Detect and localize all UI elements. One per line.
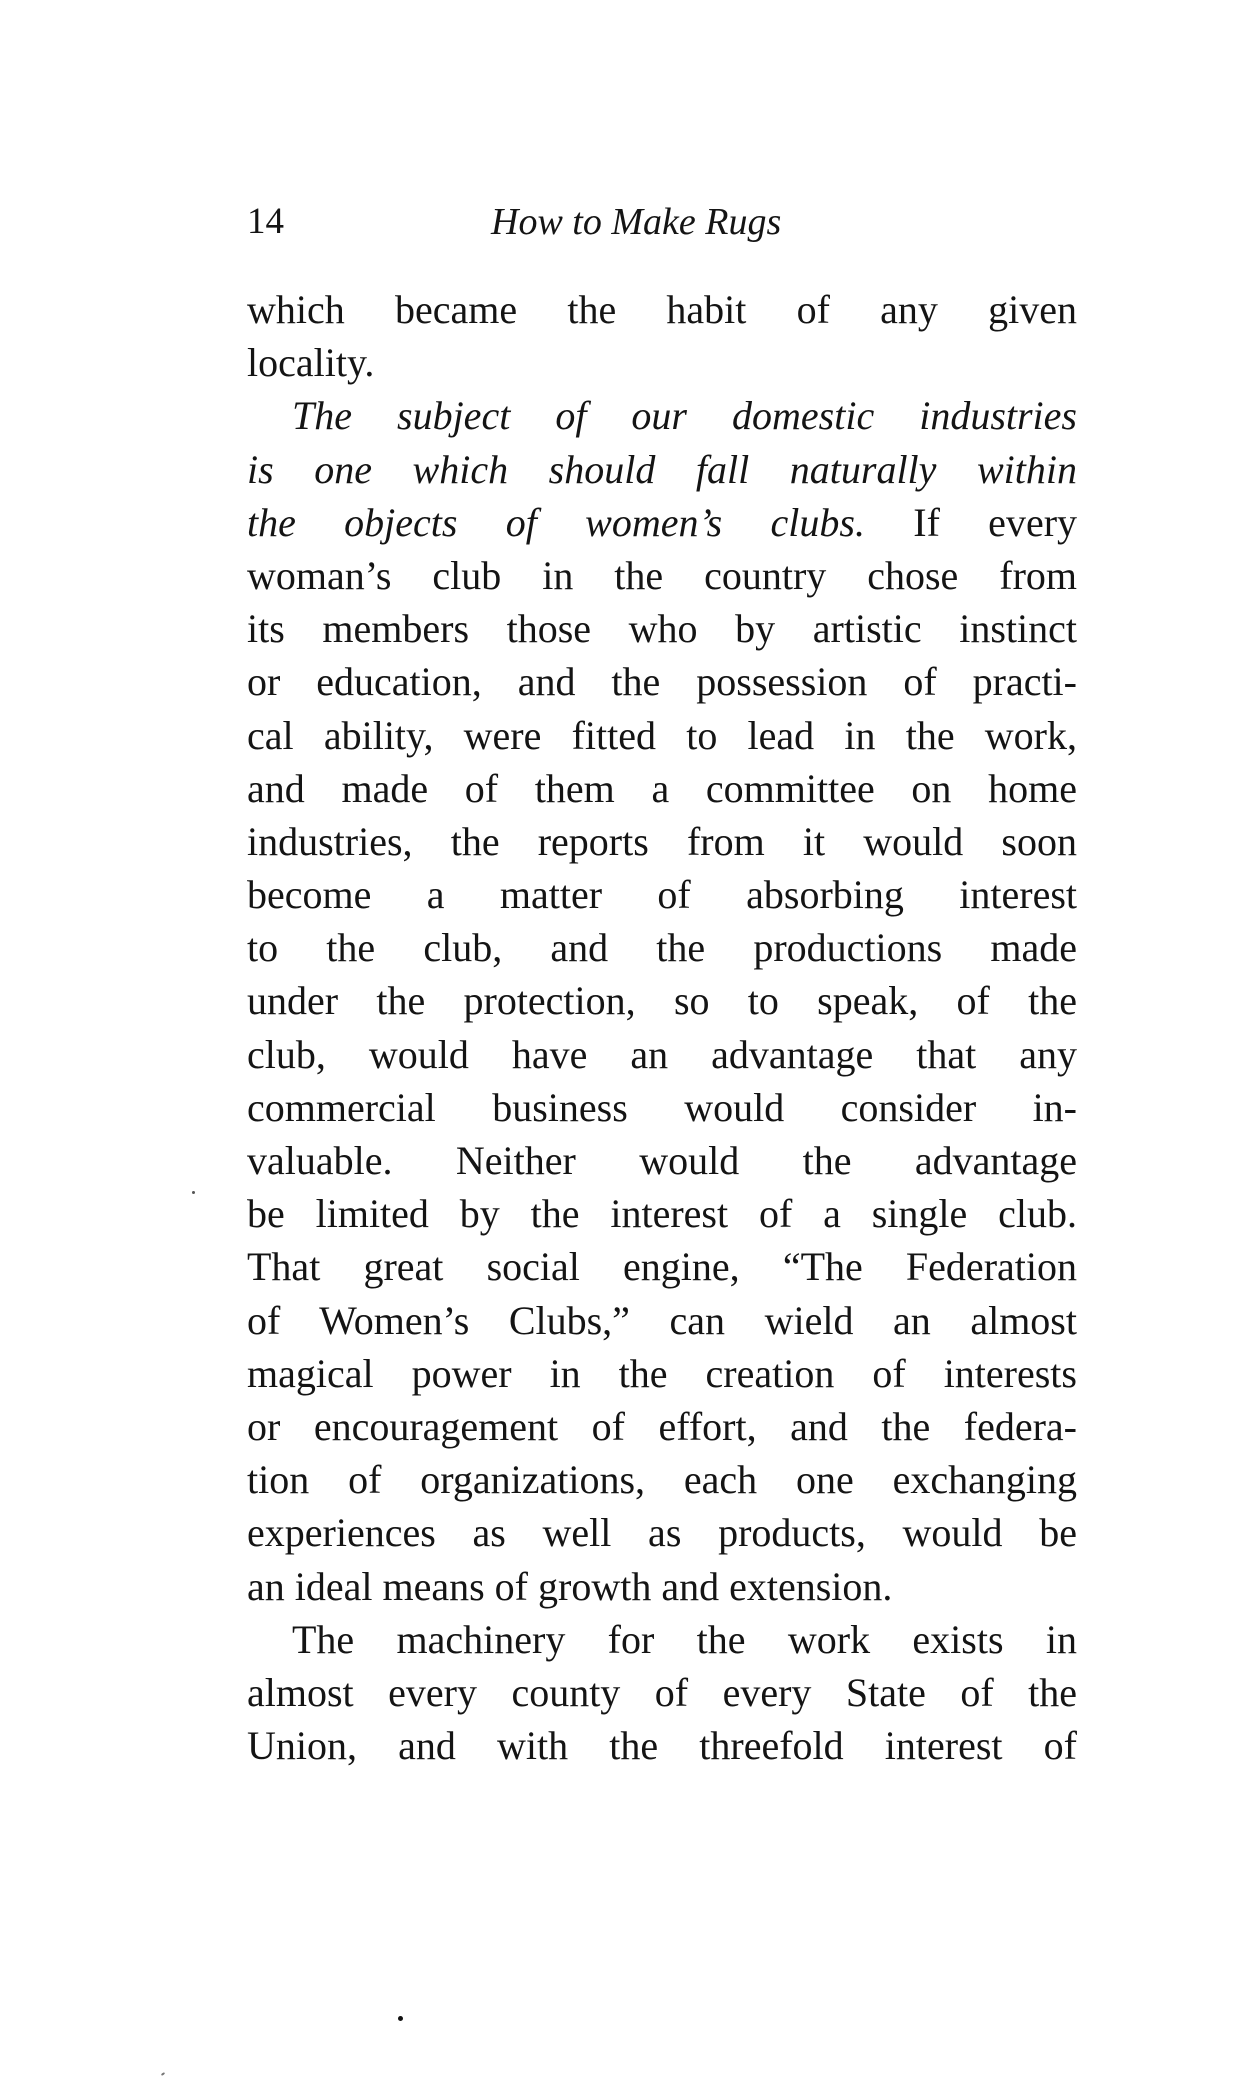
body-text	[247, 283, 1077, 1772]
text-line: The machinery for the work exists in	[292, 1616, 1077, 1662]
ink-speck	[398, 2016, 403, 2021]
text-line: and made of them a committee on home	[247, 765, 1077, 811]
text-line: tion of organizations, each one exchanging	[247, 1457, 1077, 1503]
italic-text-line: The subject of our domestic industries	[292, 393, 1077, 439]
page-header	[247, 196, 1077, 248]
text-line: experiences as well as products, would be	[247, 1510, 1077, 1556]
text-line: That great social engine, “The Federation	[247, 1244, 1077, 1290]
text-line: to the club, and the productions made	[247, 925, 1077, 971]
text-line: cal ability, were fitted to lead in the work,	[247, 712, 1077, 758]
text-line: locality.	[247, 340, 375, 386]
mixed-text-line	[247, 496, 1077, 549]
text-line: or encouragement of effort, and the federa-	[247, 1403, 1077, 1449]
text-line: valuable. Neither would the advantage	[247, 1138, 1077, 1183]
ink-speck	[161, 2072, 165, 2076]
text-line: magical power in the creation of interests	[247, 1350, 1077, 1396]
text-line: under the protection, so to speak, of the	[247, 978, 1077, 1024]
text-line: or education, and the possession of practi-	[247, 659, 1077, 705]
text-line: club, would have an advantage that any	[247, 1031, 1077, 1077]
text-line: be limited by the interest of a single club.	[247, 1191, 1077, 1237]
italic-text-line: is one which should fall naturally within	[247, 446, 1077, 492]
text-line: an ideal means of growth and extension.	[247, 1563, 893, 1609]
italic-phrase: the objects of women’s clubs.	[247, 499, 865, 545]
running-head: How to Make Rugs	[491, 201, 782, 243]
text-line: industries, the reports from it would soon	[247, 818, 1077, 864]
ink-speck	[192, 1191, 195, 1194]
text-line: become a matter of absorbing interest	[247, 872, 1077, 918]
text-line: which became the habit of any given	[247, 287, 1077, 332]
text-line: woman’s club in the country chose from	[247, 552, 1077, 598]
text-line: commercial business would consider in-	[247, 1084, 1077, 1130]
text-line: of Women’s Clubs,” can wield an almost	[247, 1297, 1077, 1343]
text-line: its members those who by artistic instinct	[247, 606, 1077, 652]
text-line: Union, and with the threefold interest of	[247, 1723, 1077, 1769]
roman-phrase: If every	[913, 499, 1078, 545]
text-line: almost every county of every State of the	[247, 1669, 1077, 1715]
page-number: 14	[247, 201, 284, 242]
